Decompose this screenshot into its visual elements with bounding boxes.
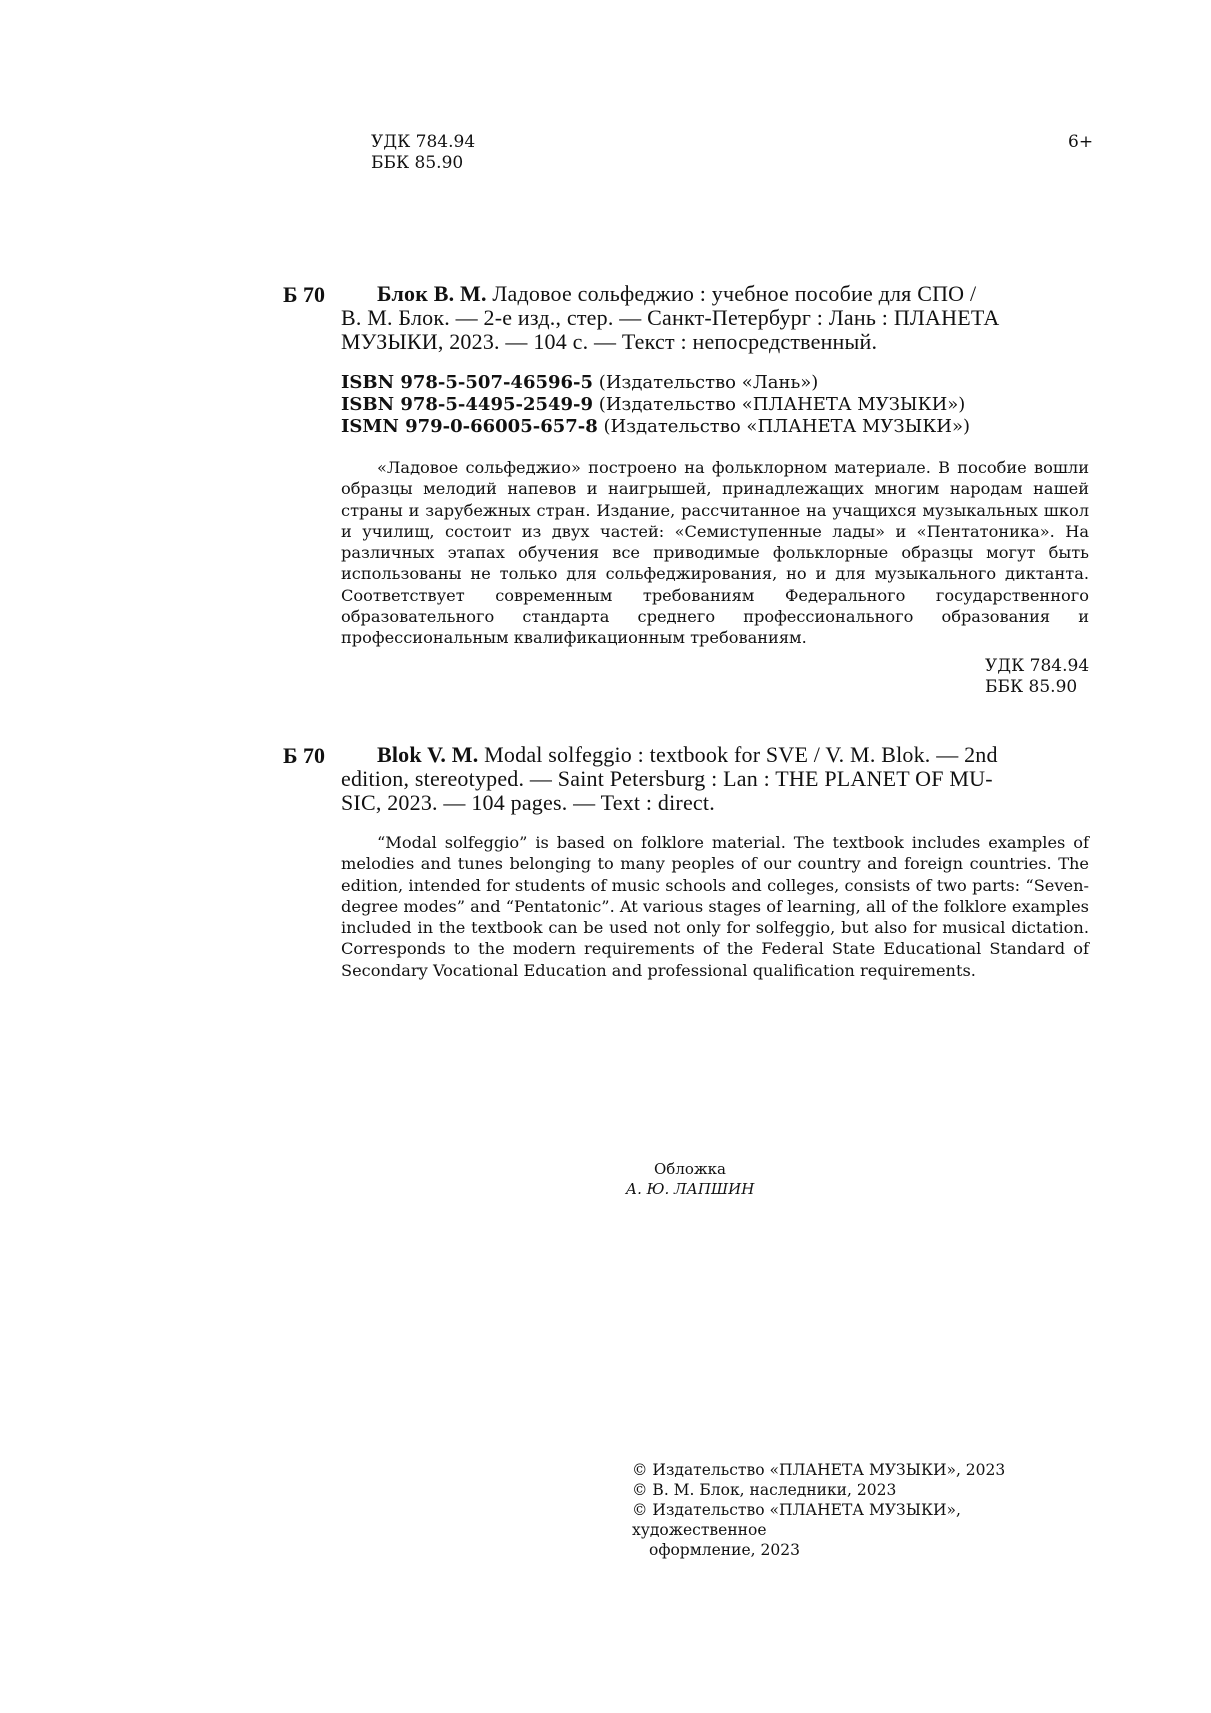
header-classification [371,132,475,174]
classification-ru [985,656,1089,698]
copyright-line: © Издательство «ПЛАНЕТА МУЗЫКИ», художественное [632,1501,961,1539]
isbn-publisher: (Издательство «Лань») [598,372,819,393]
isbn-row [341,394,970,416]
age-rating: 6+ [1068,132,1094,152]
udk-code: УДК 784.94 [371,132,476,152]
entry-en-line3: SIC, 2023. — 104 pages. — Text : direct. [341,790,715,815]
copyright-line: © Издательство «ПЛАНЕТА МУЗЫКИ», 2023 [632,1461,1006,1479]
bibliographic-entry-en [341,743,1089,815]
bbk-code: ББК 85.90 [371,153,464,173]
entry-ru-line3: МУЗЫКИ, 2023. — 104 с. — Текст : непосредственный. [341,329,878,354]
ismn-code: ISMN 979-0-66005-657-8 [341,416,598,437]
isbn-list [341,372,970,438]
entry-ru-line2: В. М. Блок. — 2-е изд., стер. — Санкт-Петербург : Лань : ПЛАНЕТА [341,305,1000,330]
bbk-code-ru: ББК 85.90 [985,677,1078,697]
cover-label: Обложка [653,1160,726,1178]
bibliographic-entry-ru [341,282,1089,354]
udk-code-ru: УДК 784.94 [985,656,1090,676]
annotation-ru: «Ладовое сольфеджио» построено на фольклорном материале. В пособие вошли образцы мелодий напевов и наигрышей, принадлежащих многим народам нашей страны и зарубежных стран. Издание, рассчитанное на учащихся музыкальных школ и училищ, состоит из двух частей: «Семиступенные лады» и «Пентатоника». На различных этапах обучения все приводимые фольклорные образцы могут быть использованы не только для сольфеджирования, но и для музыкального диктанта. Соответствует современным требованиям Федерального государственного образовательного стандарта среднего профессионального образования и профессиональным квалификационным требованиям. [341,458,1089,648]
copyright-block [632,1460,1092,1560]
isbn-publisher: (Издательство «ПЛАНЕТА МУЗЫКИ») [598,394,966,415]
isbn-code: ISBN 978-5-507-46596-5 [341,372,594,393]
copyright-line: © В. М. Блок, наследники, 2023 [632,1481,897,1499]
isbn-row [341,372,970,394]
author-ru: Блок В. М. [377,281,487,306]
ismn-publisher: (Издательство «ПЛАНЕТА МУЗЫКИ») [603,416,971,437]
entry-en-line1: Modal solfeggio : textbook for SVE / V. M. Blok. — 2nd [484,742,998,767]
cover-designer: А. Ю. ЛАПШИН [625,1180,755,1198]
ismn-row [341,416,970,438]
annotation-en: “Modal solfeggio” is based on folklore material. The textbook includes examples of melodies and tunes belonging to many peoples of our country and foreign countries. The edition, intended for students of music schools and colleges, consists of two parts: “Seven-degree modes” and “Pentatonic”. At various stages of learning, all of the folklore examples included in the textbook can be used not only for solfeggio, but also for musical dictation. Corresponds to the modern requirements of the Federal State Educational Standard of Secondary Vocational Education and professional qualification requirements. [341,833,1089,980]
cover-credit [520,1159,860,1199]
author-mark-en: Б 70 [283,743,326,768]
entry-ru-line1: Ладовое сольфеджио : учебное пособие для СПО / [492,281,977,306]
entry-en-line2: edition, stereotyped. — Saint Petersburg : Lan : THE PLANET OF MU- [341,766,993,791]
isbn-code: ISBN 978-5-4495-2549-9 [341,394,594,415]
copyright-line: оформление, 2023 [649,1541,800,1559]
author-en: Blok V. M. [377,742,479,767]
author-mark-ru: Б 70 [283,282,326,307]
